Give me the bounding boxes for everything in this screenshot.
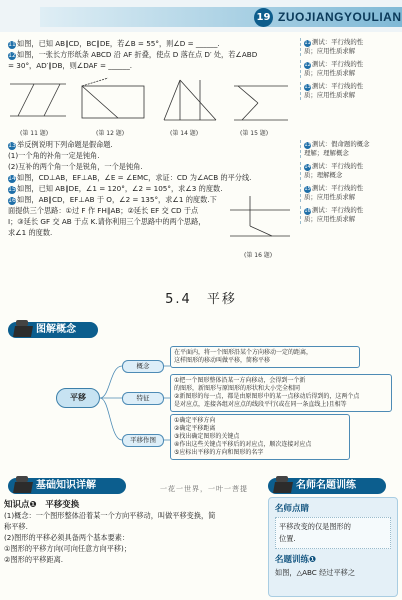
mindmap-drawing-steps: ①确定平移方向 ②确定平移距离 ③找出确定图形的关键点 ④作出这些关键点平移后的对应点，顺次连接对应点 ⑤应标出平移的方向和图形的名字 [170,414,350,460]
question-16-cont-2: I；③延长 GF 交 AB 于点 K.请你利用三个思路中的两个思路， [8,217,206,226]
question-15: 15如图，已知 AB∥DE，∠1 = 120°，∠2 = 105°，求∠3 的度数. [8,184,223,193]
figure-16-caption: (第 16 题) [244,252,273,259]
figure-12-caption: (第 12 题) [96,130,125,137]
mindmap-label-drawing: 平移作图 [122,434,164,447]
question-13: 13举反例说明下列命题是假命题. [8,140,113,149]
question-12-cont: = 30°，AD′∥DB，则∠DAF = ______. [8,61,133,70]
mindmap-concept-text: 在平面内，将一个图形沿某个方向移动一定的距离， 这样图形的移动叫做平移，简称平移 [170,346,360,368]
concept-banner: 图解概念 [8,322,98,338]
side-note: 13测试：平行线的性 质；应用性质求解 [300,82,398,100]
figure-14-caption: (第 14 题) [170,130,199,137]
knowledge-p2: (2)图形的平移必须具备两个基本要素： [4,533,130,542]
basics-banner: 基础知识详解 [8,478,126,494]
question-16: 16如图，AB∥CD，EF⊥AB 于 O，∠2 = 135°，求∠1 的度数.下 [8,195,217,204]
knowledge-p2b: ②图形的平移距离. [4,555,64,564]
example-title: 名题训练❶ [275,555,317,565]
question-16-cont-3: 求∠1 的度数. [8,228,53,237]
mindmap-label-concept: 概念 [122,360,164,373]
question-13-part1: (1)一个角的补角一定是钝角. [8,151,100,160]
example-text: 如图，△ABC 经过平移之 [275,568,356,577]
figure-15-caption: (第 15 题) [240,130,269,137]
training-banner: 名师名题训练 [268,478,386,494]
mindmap-center: 平移 [56,388,100,408]
side-note: 14测试：平行线的性 质；理解概念 [300,162,398,180]
brand-title: ZUOJIANGYOULIAN [278,10,402,24]
question-14: 14如图，CD⊥AB，EF⊥AB，∠E = ∠EMC，求证：CD 为∠ACB 的平分线. [8,173,252,182]
question-12: 12如图，一张长方形纸条 ABCD 沿 AF 折叠，使点 D 落在点 D′ 处，若∠ABD [8,50,258,59]
side-note: 11测试：平行线的性 质；应用性质求解 [300,38,398,56]
side-note: 16测试：平行线的性 质；应用性质求解 [300,206,398,224]
question-13-part2: (2)互补的两个角一个是锐角，一个是钝角. [8,162,143,171]
knowledge-p2a: ①图形的平移方向(可向任意方向平移)； [4,544,132,553]
figure-11-caption: (第 11 题) [20,130,49,137]
training-panel [268,497,398,597]
question-16-cont-1: 面提供三个思路：①过 F 作 FH∥AB；②延长 EF 交 CD 于点 [8,206,199,215]
page-number: 19 [254,8,273,27]
book-icon [12,474,34,496]
knowledge-title: 知识点❶ 平移变换 [4,500,80,510]
side-note: 15测试：平行线的性 质；应用性质求解 [300,184,398,202]
book-icon [272,474,294,496]
tip-title: 名师点睛 [275,504,310,514]
side-note: 12测试：平行线的性 质；应用性质求解 [300,60,398,78]
knowledge-point [4,498,264,565]
section-title: 5.4 平移 [165,292,237,307]
question-11: 11如图，已知 AB∥CD，BC∥DE，若∠B = 55°，则∠D = ______. [8,39,220,48]
mindmap-label-feature: 特征 [122,392,164,405]
motto-text: 一花一世界，一叶一菩提 [160,485,248,493]
knowledge-p1b: 称平移. [4,522,28,531]
tip-text: 平移改变的仅是图形的 位置. [275,517,391,549]
mindmap-feature-text: ①把一个图形整体沿某一方向移动，会得到一个新 的图形，新图形与原图形的形状和大小完全相同 ②新图形的每一点，都是由原图形中的某一点移动后得到的，这两个点 是对应点，连接各组对应点的线段平行(或在同一条直线上)且相等 [170,374,392,412]
side-note: 13测试：假命题的概念 理解；理解概念 [300,140,398,158]
knowledge-p1: (1)概念：一个图形整体沿着某一个方向平移动，叫做平移变换，简 [4,511,216,520]
